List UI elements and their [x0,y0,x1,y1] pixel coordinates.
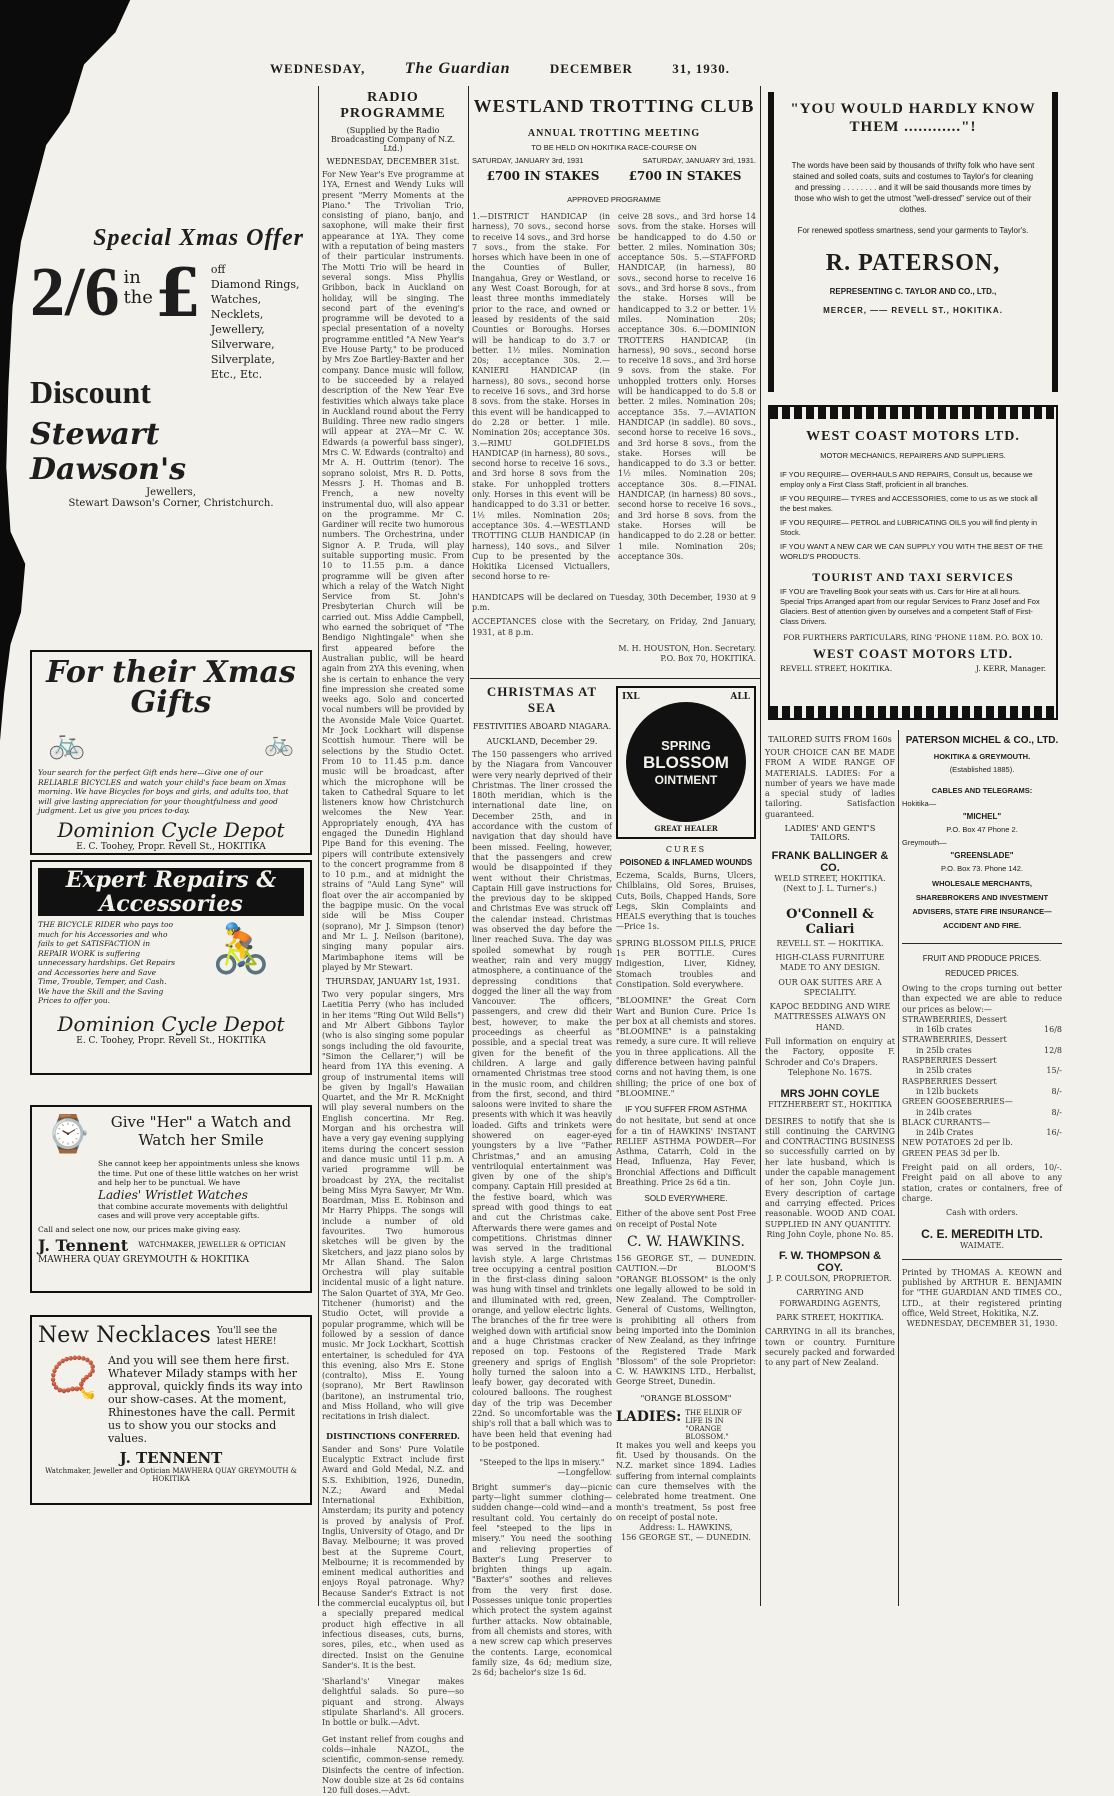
column-rule [468,86,469,1606]
pm-michel: "MICHEL" [962,812,1002,821]
cycle-gifts-title: For their Xmas Gifts [46,655,296,720]
wcm-street: REVELL STREET, HOKITIKA. [780,664,893,673]
thompson-name: F. W. THOMPSON & COY. [778,1250,882,1275]
poem-line: "Steeped to the lips in misery." [479,1458,605,1468]
blossom-brand2: BLOSSOM [643,752,729,772]
blossom-logo [626,702,746,822]
christmas-at-sea-column [472,684,612,1678]
discount-items: Diamond Rings, Watches, Necklets, Jewellery, Silverware, Silverplate, Etc., Etc. [210,278,300,381]
ballinger-name: FRANK BALLINGER & CO. [771,850,889,875]
masthead-month: DECEMBER [549,61,633,76]
thompson-prop: J. P. COULSON, PROPRIETOR. [768,1274,892,1284]
paterson-renewed: For renewed spotless smartness, send your garments to Taylor's. [797,226,1029,235]
fruit-item-name: NEW POTATOES 2d per lb. [902,1138,1013,1148]
suits-head: TAILORED SUITS FROM 160s [768,735,892,744]
watch-text2: that combine accurate movements with delightful cases and will prove very acceptable gifts. [98,1201,288,1220]
column-rule [898,730,899,1606]
fruit-title: FRUIT AND PRODUCE PRICES. [922,954,1042,963]
tennent-name: J. Tennent [38,1235,129,1255]
baxter-advt: Bright summer's day—picnic party—light summer clothing—sudden change—cold wind—and a resultant cold. You certainly do feel "steeped to the lips in misery." You need the soothing and relieving properties of Baxter's Lung Preserver to brighten things up again. "Baxter's" soothes and relieves from the very first dose. Possesses unique tonic properties which protect the system against further attacks. Now obtainable, from all chemists and stores, with a new screw cap which preserves the contents. Large, economical family size, 4s 6d; medium size, 2s 6d; bachelor's size 1s 6d. [472,1482,612,1678]
trotting-approved: APPROVED PROGRAMME [567,195,661,204]
coyle-phone: Ring John Coyle, phone No. 85. [766,1229,894,1239]
wcm-title: WEST COAST MOTORS LTD. [806,429,1020,444]
fruit-item-price: 16/8 [1044,1025,1062,1035]
printed-by: Printed by THOMAS A. KEOWN and published by ARTHUR E. BENJAMIN for "THE GUARDIAN AND TIMES CO., LTD., at their registered printing office, Weld Street, Hokitika, N.Z. [902,1267,1062,1319]
tennent-desc: WATCHMAKER, JEWELLER & OPTICIAN [138,1241,286,1249]
masthead-day: WEDNESDAY, [270,61,366,76]
section-rule [902,943,1062,944]
radio-programme-column [322,90,464,1796]
coyle-text: DESIRES to notify that she is still continuing the CARVING and CONTRACTING BUSINESS so successfully carried on by her late husband, which is under the capable management of her son, John Coyle jun. Every description of cartage and carrying effected. Prices reasonable. WOOD AND COAL SUPPLIED IN ANY QUANTITY. [765,1116,895,1229]
blossom-poisoned: POISONED & INFLAMED WOUNDS [619,858,753,867]
wcm-further: FOR FURTHERS PARTICULARS, RING 'PHONE 118M. P.O. BOX 10. [783,633,1043,642]
expert-repairs-ad [30,860,312,1075]
section-rule [470,678,760,679]
masthead [270,60,730,78]
distinctions-body: Sander and Sons' Pure Volatile Eucalyptic Extract include first Award and Gold Medal, N.Z. and S.S. Exhibition, 1926, Dunedin, N.Z.; Award and Medal International Exhibition, Amsterdam; its purity and potency is proved by analysis of Prof. Inglis, University of Otago, and Dr Bavay. Melbourne; it was proved best at the Supreme Court, Melbourne; it is recommended by eminent medical authorities and enjoys Royal patronage. Why? Because Sander's Extract is not the commercial eucalyptus oil, but a specially prepared medical product high effective in all infectious diseases, cuts, burns, sores, piles, etc., when used as directed. Insist on the Genuine Sander's. It is the best. [322,1444,464,1670]
fruit-freight: Freight paid on all orders, 10/-. Freight paid on all above to any station, crates or containers, free of charge. [902,1163,1062,1203]
christmas-subtitle: FESTIVITIES ABOARD NIAGARA. [472,722,612,731]
dawson-address: Stewart Dawson's Corner, Christchurch. [68,498,274,509]
fruit-item-detail: in 24lb Crates [916,1128,974,1138]
ladies-title: LADIES: [616,1408,682,1425]
paterson-headline: "YOU WOULD HARDLY KNOW THEM ............"! [790,101,1036,135]
watch-ad [30,1105,312,1293]
hawkins-address: 156 GEORGE ST., — DUNEDIN. CAUTION.—Dr BLOOM'S "ORANGE BLOSSOM" is the only one legally allowed to be sold in New Zealand. The Comptroller-General of Customs, Wellington, is prohibiting all others from being imported into the Dominion of New Zealand, as they infringe the Registered Trade Mark "Blossom" of the sole Proprietor: C. W. HAWKINS LTD., Herbalist, George Street, Dunedin. [616,1253,756,1387]
fruit-item [902,1077,1062,1098]
column-rule [318,86,319,1606]
blossom-brand1: SPRING [661,737,711,753]
spring-blossom-column [616,686,756,1611]
watch-title: Give "Her" a Watch and Watch her Smile [110,1113,292,1149]
blossom-pills: SPRING BLOSSOM PILLS, PRICE 1s PER BOTTLE. Cures Indigestion, Liver, Kidney, Stomach troubles and Constipation. Sold everywhere. [616,938,756,989]
pm-est: (Established 1885). [949,765,1015,774]
fruit-item-detail: in 25lb crates [916,1066,972,1076]
christmas-title: CHRISTMAS AT SEA [486,684,598,715]
expert-repairs-name: Dominion Cycle Depot [57,1011,285,1036]
trotting-stakes-left: £700 IN STAKES [486,169,600,183]
oconnell-text: HIGH-CLASS FURNITURE MADE TO ANY DESIGN. [775,952,885,973]
cycle-gifts-sub: E. C. Toohey, Propr. Revell St., HOKITIKA [76,841,266,852]
pm-cables: CABLES AND TELEGRAMS: [931,786,1033,795]
fruit-item [902,1097,1062,1118]
cyclist-icon: 🚴 [211,921,271,977]
trotting-acceptances: ACCEPTANCES close with the Secretary, on Friday, 2nd January, 1931, at 8 p.m. [472,617,756,637]
necklaces-name: J. TENNENT [119,1449,223,1467]
fruit-item [902,1056,1062,1077]
right-ads-column [765,735,895,1605]
blossom-corner-left: IXL [622,692,640,702]
trotting-club-notice [472,96,756,664]
bloomine-text: "BLOOMINE" the Great Corn Wart and Bunion Cure. Price 1s per box at all chemists and stores. "BLOOMINE" is a painstaking remedy, a sure cure. It will relieve you in three applications. All the difference between having painful corns and not having them, is one shilling; the price of one box of "BLOOMINE." [616,996,756,1098]
dawson-sub: Jewellers, [146,487,196,498]
christmas-dateline: AUCKLAND, December 29. [486,737,598,746]
xmas-offer-title: Special Xmas Offer [93,225,304,251]
oconnell-name: O'Connell & Caliari [786,906,874,937]
trotting-date-right: SATURDAY, JANUARY 3rd, 1931. [642,156,756,165]
hawkins-address-line2: 156 GEORGE ST., — DUNEDIN. [621,1533,751,1543]
radio-title: RADIO PROGRAMME [340,90,446,121]
dawson-name: Stewart Dawson's [30,417,187,487]
fruit-item-price: 12/8 [1044,1045,1062,1055]
fruit-item [902,1138,1062,1148]
fruit-item-detail: in 25lb crates [916,1045,972,1055]
blossom-cures: CURES [665,845,707,854]
wcm-tourist-text: IF YOU are Travelling Book your seats with us. Cars for Hire at all hours. Special Trips Arranged apart from our regular Services to Franz Josef and Fox Glaciers. Best of attention given by ourselves and a competent Staff of First-Class Drivers. [780,587,1040,626]
fruit-text: Owing to the crops turning out better than expected we are able to reduce our prices as below:— [902,984,1062,1014]
trotting-date-left: SATURDAY, JANUARY 3rd, 1931 [472,156,584,165]
fruit-list [902,1015,1062,1159]
radio-supplied: (Supplied by the Radio Broadcasting Company of N.Z. Ltd.) [330,126,456,153]
blossom-corner-right: ALL [730,692,750,702]
hawkins-address-line: Address: L. HAWKINS, [639,1523,733,1533]
christmas-body: The 150 passengers who arrived by the Niagara from Vancouver were very nearly deprived of their Christmas. The liner crossed the 180th meridian, which is the international date line, on December 25th, and in accordance with the custom of navigation that day should have been missed. Feeling, however, that the passengers and crew would be disappointed if they went without their Christmas, Captain Hill gave instructions for the previous day to be skipped and Christmas Eve was struck off the calendar instead. Christmas was observed the day before the liner reached Suva. The day was spoiled somewhat by rough weather, rain and very muggy atmosphere, a continuance of the depressing conditions that dogged the liner all the way from Vancouver. The officers, passengers, and crew did their best, however, to make the proceedings as cheerful as possible, and a special treat was given for the benefit of the children. A large and gaily ornamented Christmas tree stood in the music room, and children from the first, second, and third saloons were invited to share the presents with which it was heavily loaded. Gifts and trinkets were showered on eager-eyed youngsters by a live "Father Christmas," and an amusing ventriloquial entertainment was given by one of the ship's company. Captain Hill presided at the festive board, which was spread with good things to eat and cut the Christmas cake. Afterwards there were games and competitions. Christmas dinner was served in the traditional lavish style. A large Christmas tree occupying a central position in the first-class dining saloon was hung with tinsel and trinklets and illuminated with red, green, orange, and yellow electric lights. The branches of the fir tree were weighed down with artificial snow and a huge Christmas cracker reposed on top. Festoons of greenery and sprigs of English holly turned the saloon into a leafy bower, gay decorated with coloured balloons. The roughest day of the trip was December 22nd. So uncomfortable was the ship's roll that a ball which was to have been held that evening had to be postponed. [472,750,612,1449]
fruit-item-price: 8/- [1051,1107,1062,1117]
wcm-req4: IF YOU WANT A NEW CAR WE CAN SUPPLY YOU WITH THE BEST OF THE WORLD'S PRODUCTS. [780,542,1043,561]
pm-lines: WHOLESALE MERCHANTS, SHAREBROKERS AND INVESTMENT ADVISERS, STATE FIRE INSURANCE—ACCIDENT AND FIRE. [912,879,1052,930]
fruit-item-detail: in 12lb buckets [916,1086,979,1096]
coyle-name: MRS JOHN COYLE [780,1088,880,1101]
fruit-item-name: RASPBERRIES Dessert [902,1076,997,1086]
pm-grey: Greymouth— [902,838,947,847]
printed-date: WEDNESDAY, DECEMBER 31, 1930. [906,1319,1058,1329]
pm-box2: P.O. Box 73. Phone 142. [940,864,1023,873]
oconnell-phone: Telephone No. 167S. [787,1067,873,1077]
asthma-title: IF YOU SUFFER FROM ASTHMA [625,1105,747,1115]
fruit-item-price: 15/- [1046,1066,1062,1076]
section-rule [902,1259,1062,1260]
radio-day1: WEDNESDAY, DECEMBER 31st. [326,157,460,166]
radio-day2: THURSDAY, JANUARY 1st, 1931. [325,977,461,987]
blossom-either: Either of the above sent Post Free on receipt of Postal Note [616,1209,756,1229]
radio-body2: Two very popular singers, Mrs Laetitia Perry (who has included in her items "Ring Out Wild Bells") and Mr Albert Gibbons Taylor (who is also singing some popular songs including the old favourite, "Simon the Cellarer,") will be heard from 1YA this evening. A group of instrumental items will be given by Ingall's Hawaiian Quartet, and the Mr R. McKnight will play several numbers on the English concertina. Mr Reg. Morgan and his orchestra will have a very gay evening supplying items during the concert session and dance music until 11 p.m. A varied programme will be broadcast by 2YA, the recitalist being Miss Myra Sawyer, Mr Wm. Boardman, Miss E. Robinson and Mr Harry Phipps. The songs will include a number of old favourites. Two humorous sketches will be given by the Sketchers, and jazz piano solos by Mr Allan Shand. The Salon Orchestra will play suitable incidental music of a light nature. The Salon Quartet of 3YA, Mr Geo. Titchener (humorist) and the Studio Octet, will provide a popular programme, which will be followed by a session of dance music. Mr Jock Lockhart, Scottish entertainer, is scheduled for 4YA this evening, also Mrs E. Stone (contralto), Miss E. Young (soprano), Mr Bert Rawlinson (baritone), an instrumental trio, and Miss Holland, who will give recitations in Irish dialect. [322,990,464,1422]
fruit-item-name: BLACK CURRANTS— [902,1117,991,1127]
necklaces-ad [30,1315,312,1505]
wcm-sub: MOTOR MECHANICS, REPAIRERS AND SUPPLIERS. [820,451,1006,460]
expert-repairs-sub: E. C. Toohey, Propr. Revell St., HOKITIKA [76,1035,266,1046]
cycle-gifts-ad [30,650,312,855]
discount-pound: £ [154,254,201,332]
xmas-offer-ad [30,225,312,585]
fruit-item-name: STRAWBERRIES, Dessert [902,1035,1007,1045]
watch-sub: Ladies' Wristlet Watches [98,1187,248,1202]
discount-word: Discount [30,374,151,410]
discount-the: the [123,287,153,308]
oconnell-suites: OUR OAK SUITES ARE A SPECIALITY. [778,977,882,997]
necklaces-title: New Necklaces [38,1323,211,1348]
oconnell-kapoc: KAPOC BEDDING AND WIRE MATTRESSES ALWAYS ON HAND. [769,1002,891,1032]
necklaces-latest: You'll see the latest HERE! [216,1326,278,1347]
necklace-icon: 📿 [48,1355,98,1401]
masthead-date: 31, 1930. [672,61,730,76]
hawkins-name: C. W. HAWKINS. [627,1233,745,1250]
watch-icon: ⌚ [45,1114,91,1155]
paterson-name: R. PATERSON, [825,250,1001,276]
masthead-paper: The Guardian [404,60,511,77]
fruit-item [902,1015,1062,1036]
bicycle-icon: 🚲 🚲 [48,725,294,761]
west-coast-motors-ad [768,405,1058,720]
ladies-text: It makes you well and keeps you fit. Used by thousands. On the N.Z. market since 1894. Ladies suffering from internal complaints can cure themselves with the celebrated home treatment. One month's treatment, 5s post free on receipt of postal note. [616,1440,756,1522]
border-decoration [770,407,1056,419]
meredith-town: WAIMATE. [959,1240,1004,1250]
thompson-street: PARK STREET, HOKITIKA. [776,1312,884,1322]
fruit-cash: Cash with orders. [946,1208,1018,1218]
paterson-ad [768,92,1058,392]
paterson-body: The words have been said by thousands of thrifty folk who have sent stained and soiled coats, suits and costumes to Taylor's for cleaning and pressing . . . . . . . . and it will be said thousands more times by those who wish to get the utmost "well-dressed" service out of their clothes. [791,161,1035,214]
coyle-address: FITZHERBERT ST., HOKITIKA [768,1100,892,1110]
fruit-item-detail: in 24lb crates [916,1107,972,1117]
ladies-motto: THE ELIXIR OF LIFE IS IN "ORANGE BLOSSOM." [685,1408,742,1441]
asthma-text: do not hesitate, but send at once for a tin of HAWKINS' INSTANT RELIEF ASTHMA POWDER—For Asthma, Catarrh, Cold in the Head, Influenza, Hay Fever, Bronchial Affections and Difficult Breathing. Price 2s 6d a tin. [616,1116,756,1188]
cycle-gifts-text: Your search for the perfect Gift ends here—Give one of our RELIABLE BICYCLES and watch your child's face beam on Xmas morning. We have Bicycles for boys and girls, and adults too, that will give lasting appreciation for your thoughtfulness and good judgment. Let us give you prices to-day. [38,768,289,815]
trotting-handicaps: HANDICAPS will be declared on Tuesday, 30th December, 1930 at 9 p.m. [472,592,756,612]
fruit-item-name: GREEN GOOSEBERRIES— [902,1097,1013,1107]
orange-blossom-label: "ORANGE BLOSSOM" [640,1393,732,1403]
fruit-item [902,1035,1062,1056]
necklaces-text: And you will see them here first. Whatever Milady stamps with her approval, quickly finds its way into our show-cases. At the moment, Rhinestones have the call. Permit us to show you our stocks and values. [108,1354,303,1445]
trotting-title: WESTLAND TROTTING CLUB [473,96,755,116]
blossom-great: GREAT HEALER [654,824,718,833]
tennent-address: MAWHERA QUAY GREYMOUTH & HOKITIKA [38,1254,249,1265]
necklaces-address: Watchmaker, Jeweller and Optician MAWHERA QUAY GREYMOUTH & HOKITIKA [45,1467,297,1483]
distinctions-title: DISTINCTIONS CONFERRED. [326,1430,460,1441]
trotting-stakes-right: £700 IN STAKES [628,169,742,183]
trotting-events-left: 1.—DISTRICT HANDICAP (in harness), 70 sovs., second horse to receive 14 sovs., and 3rd horse 7 sovs., from the stake. For horses which have been in one of the Counties of Buller, Inangahua, Grey or Westland, or any West Coast Borough, for at least three months immediately prior to the race, and owned or leased by residents of the said Counties or Boroughs. Horses will be handicap to do 3.7 or better. 1½ miles. Nomination 20s; acceptance 30s. 2.—KANIERI HANDICAP (in harness), 80 sovs., second horse to receive 16 sovs., and 3rd horse 8 sovs. from the stake. Horses in this event will be handicapped to do 2.28 or better. 1 mile. Nomination 20s; acceptance 30s. 3.—RIMU GOLDFIELDS HANDICAP (in harness), 80 sovs., second horse to receive 16 sovs., and 3rd horse 8 sovs from the stake. For unhoppled trotters only. Horses in this event will be handicapped to do 3.31 or better. 1½ miles. Nomination 20s; acceptance 30s. 4.—WESTLAND TROTTING CLUB HANDICAP (in harness), 140 sovs., and Silver Cup to be presented by the Hokitika Licensed Victuallers, second horse to re- [472,212,610,582]
fruit-item-name: GREEN PEAS 3d per lb. [902,1148,1000,1158]
wcm-req3: IF YOU REQUIRE— PETROL and LUBRICATING OILS you will find plenty in Stock. [780,518,1038,537]
pm-sub: HOKITIKA & GREYMOUTH. [933,752,1031,761]
border-decoration [770,706,1056,718]
watch-call: Call and select one now, our prices make giving easy. [38,1224,241,1234]
wcm-manager: J. KERR, Manager. [975,664,1046,673]
pm-box: P.O. Box 47 Phone 2. [946,825,1018,834]
oconnell-info: Full information on enquiry at the Factory, opposite F. Schroder and Co's Drapers. [765,1037,895,1067]
blossom-text1: Eczema, Scalds, Burns, Ulcers, Chilblains, Old Sores, Bruises, Cuts, Boils, Chapped Hands, Sore Legs, Skin Complaints and HEALS everything that is touches—Price 1s. [616,871,756,932]
wcm-title2: WEST COAST MOTORS LTD. [813,646,1013,661]
ballinger-address: WELD STREET, HOKITIKA. (Next to J. L. Turner's.) [774,874,886,894]
pm-title: PATERSON MICHEL & CO., LTD. [905,735,1059,746]
paterson-rep: REPRESENTING C. TAYLOR AND CO., LTD., [829,287,997,296]
watch-text: She cannot keep her appointments unless she knows the time. Put one of these little watches on her wrist and help her to be punctual. We have [98,1159,300,1187]
fruit-item-detail: in 16lb crates [916,1025,972,1035]
thompson-body: CARRYING in all its branches, town or country. Furniture securely packed and forwarded to any part of New Zealand. [765,1327,895,1368]
blossom-brand3: OINTMENT [654,772,718,787]
fruit-reduced: REDUCED PRICES. [945,969,1019,978]
paterson-address: MERCER, —— REVELL ST., HOKITIKA. [823,306,1003,315]
fruit-item [902,1149,1062,1159]
fruit-item-price: 8/- [1051,1086,1062,1096]
fruit-item [902,1118,1062,1139]
nazol-advt: Get instant relief from coughs and colds—inhale NAZOL, the scientific, common-sense remedy. Disinfects the centre of infection. Now double size at 2s 6d contains 120 full doses.—Advt. [322,1734,464,1796]
sharland-advt: 'Sharland's' Vinegar makes delightful salads. So pure—so piquant and strong. Always stipulate Sharland's. All grocers. In bottle or bulk.—Advt. [322,1677,464,1728]
column-rule [760,86,761,1606]
cycle-gifts-name: Dominion Cycle Depot [57,817,285,842]
oconnell-address: REVELL ST. — HOKITIKA. [776,938,884,948]
wcm-req2: IF YOU REQUIRE— TYRES and ACCESSORIES, come to us as we stock all the best makes. [780,494,1038,513]
discount-amount: 2/6 [30,254,120,331]
blossom-sold: SOLD EVERYWHERE. [644,1194,728,1204]
radio-body1: For New Year's Eve programme at 1YA, Ernest and Wendy Luks will present "Merry Moments at the Piano." The Trivolian Trio, consisting of piano, banjo, and saxophone, will make their first appearance at 1YA. They come with a reputation of being masters of their particular instruments. The Motti Trio will be heard in several songs. Miss Phyllis Gribbon, back in Auckland on holiday, will be singing. The second part of the evening's programme will be devoted to a special presentation of a novelty programme entitled "A New Year's Eve House Party," to be produced by Mrs Zoe Bartley-Baxter and her company. Dance music will follow, to be succeeded by a relayed description of the New Year Eve festivities which always take place in Auckland round about the Ferry Building. Three new radio singers will appear at 2YA—Mr C. W. Edwards (a powerful bass singer), Mrs C. W. Edwards (contralto) and Mr A. H. Outtrim (tenor). The soprano soloist, Mrs R. D. Potts, Messrs J. H. Thomas and B. French, a new novelty instrumental duo, will also appear on the programme. Mr C. Gardiner will recite two humorous numbers. The Orchestrina, under Signor A. P. Truda, will play suitable supporting music. From 10 to 11.55 p.m. a dance programme will be given after which a relay of the Watch Night Service from St. John's Presbyterian Church will be carried out. Miss Addie Campbell, who earned the sobriquet of "The Bendigo Nightingale" when she first appeared before the Australian public, will be heard again from 2YA this evening, when she is certain to enhance the very fine impression she created some weeks ago. Solo and concerted vocal numbers will be provided by the Avonside Male Voice Quartet. Mr Jock Lockhart will dispense Scottish humour. There will be selections by the Studio Octet. From 10 to 11.45 p.m. dance music will be broadcast, after which the microphone will be taken to Cathedral Square to let listeners know how Christchurch welcomes the New Year. Appropriately enough, 4YA has engaged the Dunedin Highland Pipe Band for this evening. The pipers will contribute extensively to the concert programme from 8 to 10 p.m., and at midnight the strains of "Auld Lang Syne" will float over the air accompanied by the bagpipe music. On the vocal side will be Miss Couper (soprano), Mr J. Simpson (tenor) and Mr L. J. Neilson (baritone), singing many popular airs. Marimbaphone items will be played by Mr Stewart. [322,170,464,972]
suits-ladies: LADIES' AND GENT'S TAILORS. [784,824,876,843]
expert-repairs-title: Expert Repairs & Accessories [38,868,304,916]
wcm-req1: IF YOU REQUIRE— OVERHAULS AND REPAIRS, Consult us, because we employ only a First Class Staff, proficient in all branches. [780,470,1033,489]
meredith-name: C. E. MEREDITH LTD. [921,1226,1043,1241]
thompson-text: CARRYING AND FORWARDING AGENTS, [779,1288,881,1308]
trotting-events-right: ceive 28 sovs., and 3rd horse 14 sovs. from the stake. Horses will be handicapped to do 4.50 or better. 2 miles. Nomination 30s; acceptance 50s. 5.—STAFFORD HANDICAP, (in harness), 80 sovs., second horse to receive 16 sovs., and 3rd horse 8 sovs., from the stake. Horses will be handicapped to 3.2 or better. 1½ miles. Nomination 20s; acceptance 30s. 6.—DOMINION TROTTERS HANDICAP, (in harness), 90 sovs., second horse to receive 18 sovs., and 3rd horse 9 sovs. from the stake. For unhoppled trotters only. Horses will be handicapped to do 5.8 or better. 2 miles. Nomination 20s; acceptance 35s. 7.—AVIATION HANDICAP (in saddle). 80 sovs., second horse to receive 16 sovs., and 3rd horse 8 sovs., from the stake. Horses will be handicapped to do 3.3 or better. 1½ miles. Nomination 20s; acceptance 30s. 8.—FINAL HANDICAP, (in harness) 80 sovs., second horse to receive 16 sovs., and 3rd horse 8 sovs. from the stake. Horses will be handicapped to do 2.28 or better. 1 mile. Nomination 20s; acceptance 30s. [618,212,756,561]
fruit-item-name: RASPBERRIES Dessert [902,1056,997,1066]
trotting-held: TO BE HELD ON HOKITIKA RACE-COURSE ON [531,143,697,152]
expert-repairs-text: THE BICYCLE RIDER who pays too much for his Accessories and who fails to get SATISFACTION in REPAIR WORK is suffering unnecessary hardships. Get Repairs and Accessories here and Save Time, Trouble, Temper, and Cash. We have the Skill and the Saving Prices to offer you. [38,920,176,1005]
wcm-tourist: TOURIST AND TAXI SERVICES [812,570,1014,584]
discount-off: off [210,263,226,276]
pm-hok: Hokitika— [902,799,937,808]
fruit-item-name: STRAWBERRIES, Dessert [902,1014,1007,1024]
poem-attr: —Longfellow. [557,1468,612,1478]
pm-green: "GREENSLADE" [950,851,1014,860]
discount-in: in [123,267,141,288]
suits-text: YOUR CHOICE CAN BE MADE FROM A WIDE RANGE OF MATERIALS. LADIES: For a number of years we have made a special study of ladies tailoring. Satisfaction guaranteed. [765,748,895,819]
trotting-box: P.O. Box 70, HOKITIKA. [660,654,756,664]
trotting-secretary: M. H. HOUSTON, Hon. Secretary. [618,643,756,653]
trotting-subtitle: ANNUAL TROTTING MEETING [527,128,701,139]
fruit-item-price: 16/- [1046,1128,1062,1138]
right-ads-column-2 [902,735,1062,1605]
